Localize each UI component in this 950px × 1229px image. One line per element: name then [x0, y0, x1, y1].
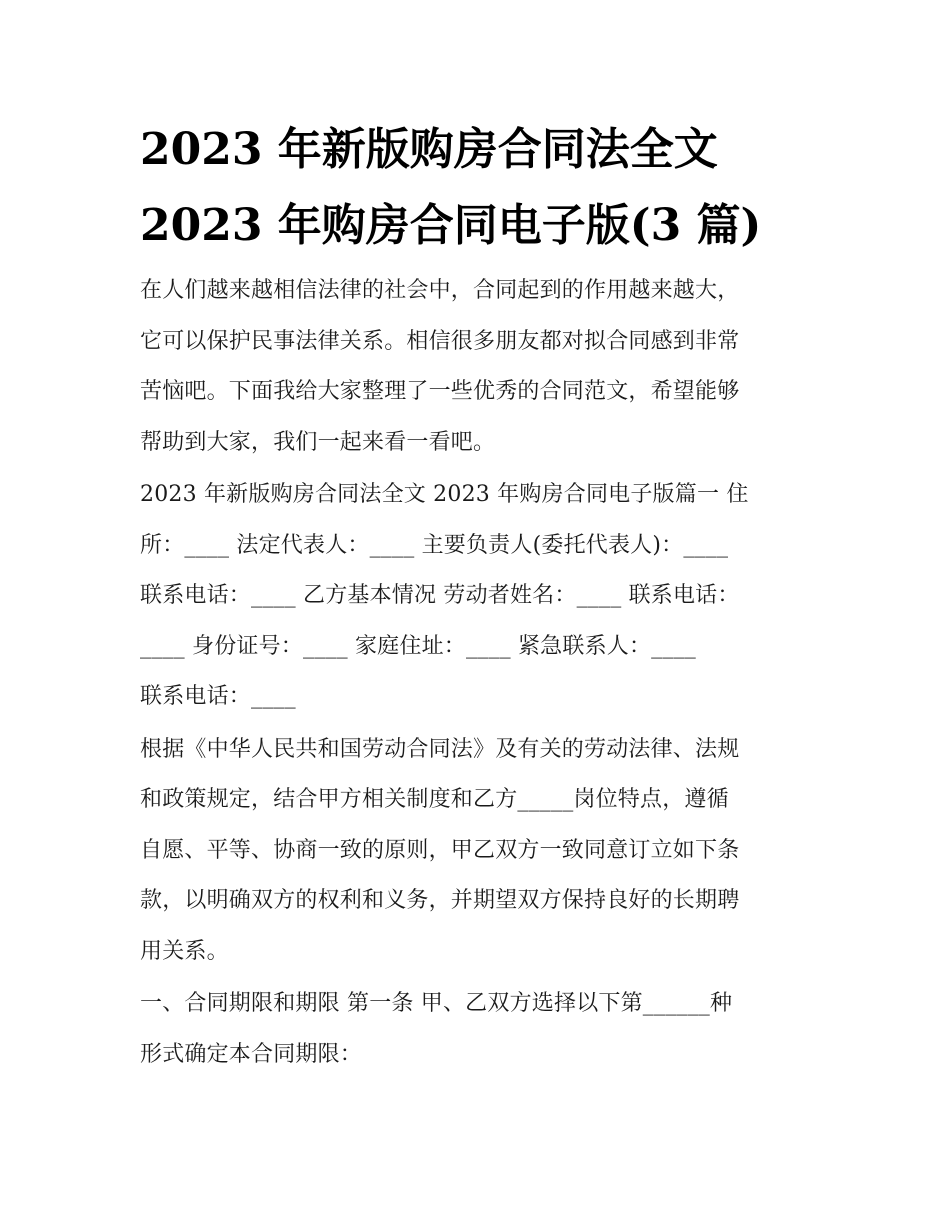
document-title: [140, 112, 820, 264]
text-line: 根据《中华人民共和国劳动合同法》及有关的劳动法律、法规: [140, 736, 740, 762]
document-page: [140, 112, 820, 1080]
party-info-paragraph: [140, 470, 820, 723]
text-line: 款，以明确双方的权利和义务，并期望双方保持良好的长期聘: [140, 888, 740, 913]
text-line: 自愿、平等、协商一致的原则，甲乙双方一致同意订立如下条: [140, 837, 740, 863]
text-line: 苦恼吧。下面我给大家整理了一些优秀的合同范文，希望能够: [140, 379, 740, 404]
text-line: 所：____ 法定代表人：____ 主要负责人(委托代表人)：____: [140, 532, 729, 558]
text-line: 和政策规定，结合甲方相关制度和乙方_____岗位特点，遵循: [140, 787, 729, 812]
text-line: 在人们越来越相信法律的社会中，合同起到的作用越来越大，: [140, 278, 740, 303]
contract-term-paragraph: [140, 979, 820, 1080]
intro-paragraph: [140, 266, 820, 468]
title-line-1: 2023 年新版购房合同法全文: [140, 124, 718, 175]
text-line: 2023 年新版购房合同法全文 2023 年购房合同电子版篇一 住: [140, 482, 749, 507]
text-line: 联系电话：____: [140, 684, 296, 709]
text-line: 用关系。: [140, 938, 229, 964]
basis-paragraph: [140, 725, 820, 978]
text-line: 形式确定本合同期限：: [140, 1041, 363, 1067]
title-line-2: 2023 年购房合同电子版(3 篇): [140, 200, 762, 251]
text-line: 帮助到大家，我们一起来看一看吧。: [140, 429, 496, 455]
text-line: ____ 身份证号：____ 家庭住址：____ 紧急联系人：____: [140, 633, 696, 659]
text-line: 它可以保护民事法律关系。相信很多朋友都对拟合同感到非常: [140, 328, 740, 354]
text-line: 一、合同期限和期限 第一条 甲、乙双方选择以下第______种: [140, 991, 733, 1016]
text-line: 联系电话：____ 乙方基本情况 劳动者姓名：____ 联系电话：: [140, 583, 740, 608]
